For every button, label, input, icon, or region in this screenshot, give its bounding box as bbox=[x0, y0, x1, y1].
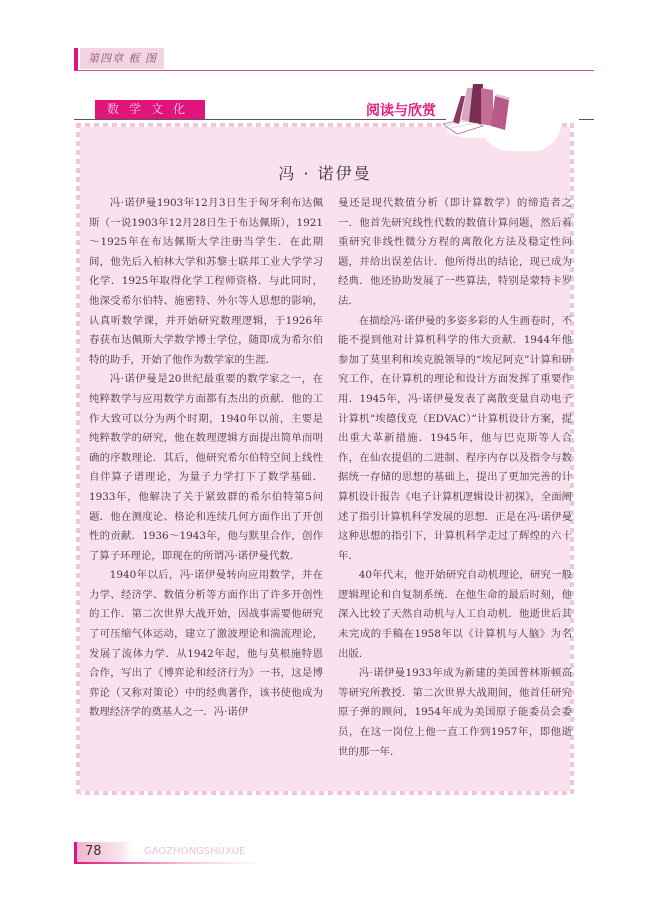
paragraph: 曼还是现代数值分析（即计算数学）的缔造者之一．他首先研究线性代数的数值计算问题，然后着重研究非线性微分方程的离散化方法及稳定性问题，并给出误差估计．他所得出的结论，现已成为经典．他还协助发展了一些算法，特别是蒙特卡罗法． bbox=[338, 197, 572, 307]
paragraph: 冯·诺伊曼1933年成为新建的美国普林斯顿高等研究所教授．第二次世界大战期间，他首任研究原子弹的顾问，1954年成为美国原子能委员会委员，在这一岗位上他一直工作到1957年，即他逝世的那一年． bbox=[338, 667, 572, 758]
page-number: 78 bbox=[85, 844, 102, 859]
article-column-right bbox=[338, 194, 572, 762]
paragraph: 冯·诺伊曼1903年12月3日生于匈牙利布达佩斯（一说1903年12月28日生于布达佩斯），1921～1925年在布达佩斯大学注册当学生．在此期间，他先后入柏林大学和苏黎士联邦工业大学学习化学．1925年取得化学工程师资格．与此同时，他深受希尔伯特、施密特、外尔等人思想的影响，认真听数学课，并开始研究数理逻辑，于1926年春获布达佩斯大学数学博士学位，随即成为希尔伯特的助手，开始了他作为数学家的生涯． bbox=[89, 197, 323, 366]
chapter-accent-bar bbox=[74, 48, 78, 70]
divider bbox=[579, 119, 594, 120]
reading-label: 阅读与欣赏 bbox=[366, 103, 436, 119]
category-label: 数学文化 bbox=[95, 100, 205, 119]
chapter-label: 第四章 框 图 bbox=[80, 48, 164, 69]
section-header bbox=[74, 100, 594, 120]
panel-border bbox=[76, 791, 574, 795]
page-number-tab bbox=[74, 842, 133, 862]
chapter-header bbox=[74, 48, 594, 71]
article-column-left bbox=[89, 194, 323, 723]
paragraph: 冯·诺伊曼是20世纪最重要的数学家之一，在纯粹数学与应用数学方面都有杰出的贡献．他的工作大致可以分为两个时期，1940年以前，主要是纯粹数学的研究，他在数理逻辑方面提出简单而明确的序数理论．其后，他研究希尔伯特空间上线性自伴算子谱理论，为量子力学打下了数学基础．1933年，他解决了关于紧致群的希尔伯特第5问题．他在测度论、格论和连续几何方面作出了开创性的贡献．1936～1943年，他与默里合作，创作了算子环理论，即现在的所谓冯·诺伊曼代数． bbox=[89, 373, 323, 562]
panel-border bbox=[76, 123, 80, 795]
paragraph: 40年代末，他开始研究自动机理论，研究一般逻辑理论和自复制系统．在他生命的最后时刻，他深入比较了天然自动机与人工自动机．他逝世后其未完成的手稿在1958年以《计算机与人脑》为名出版． bbox=[338, 569, 572, 660]
paragraph: 1940年以后，冯·诺伊曼转向应用数学，并在力学、经济学、数值分析等方面作出了许多开创性的工作．第二次世界大战开始，因战事需要他研究了可压缩气体运动，建立了激波理论和湍流理论，发展了流体力学．从1942年起，他与莫根施特恩合作，写出了《博弈论和经济行为》一书，这是博弈论（又称对策论）中的经典著作，该书使他成为数理经济学的奠基人之一．冯·诺伊 bbox=[89, 569, 323, 719]
books-icon bbox=[439, 80, 515, 140]
article-panel bbox=[76, 123, 574, 795]
footer-divider bbox=[74, 862, 264, 864]
page-footer bbox=[74, 842, 274, 864]
article-title: 冯 · 诺伊曼 bbox=[278, 164, 372, 183]
footer-brand: GAOZHONGSHUXUE bbox=[144, 846, 246, 857]
paragraph: 在描绘冯·诺伊曼的多姿多彩的人生画卷时，不能不提到他对计算机科学的伟大贡献．1944年他参加了莫里利和埃克脱领导的“埃尼阿克”计算和研究工作，在计算机的理论和设计方面发挥了重要作用．1945年，冯·诺伊曼发表了离散变量自动电子计算机“埃德伐克（EDVAC）”计算机设计方案，提出重大革新措施．1945年，他与巴克斯等人合作，在仙农提倡的二进制、程序内存以及指令与数据统一存储的思想的基础上，提出了更加完善的计算机设计报告《电子计算机逻辑设计初探》，全面阐述了指引计算机科学发展的思想．正是在冯·诺伊曼这种思想的指引下，计算机科学走过了辉煌的六十年． bbox=[338, 314, 572, 562]
